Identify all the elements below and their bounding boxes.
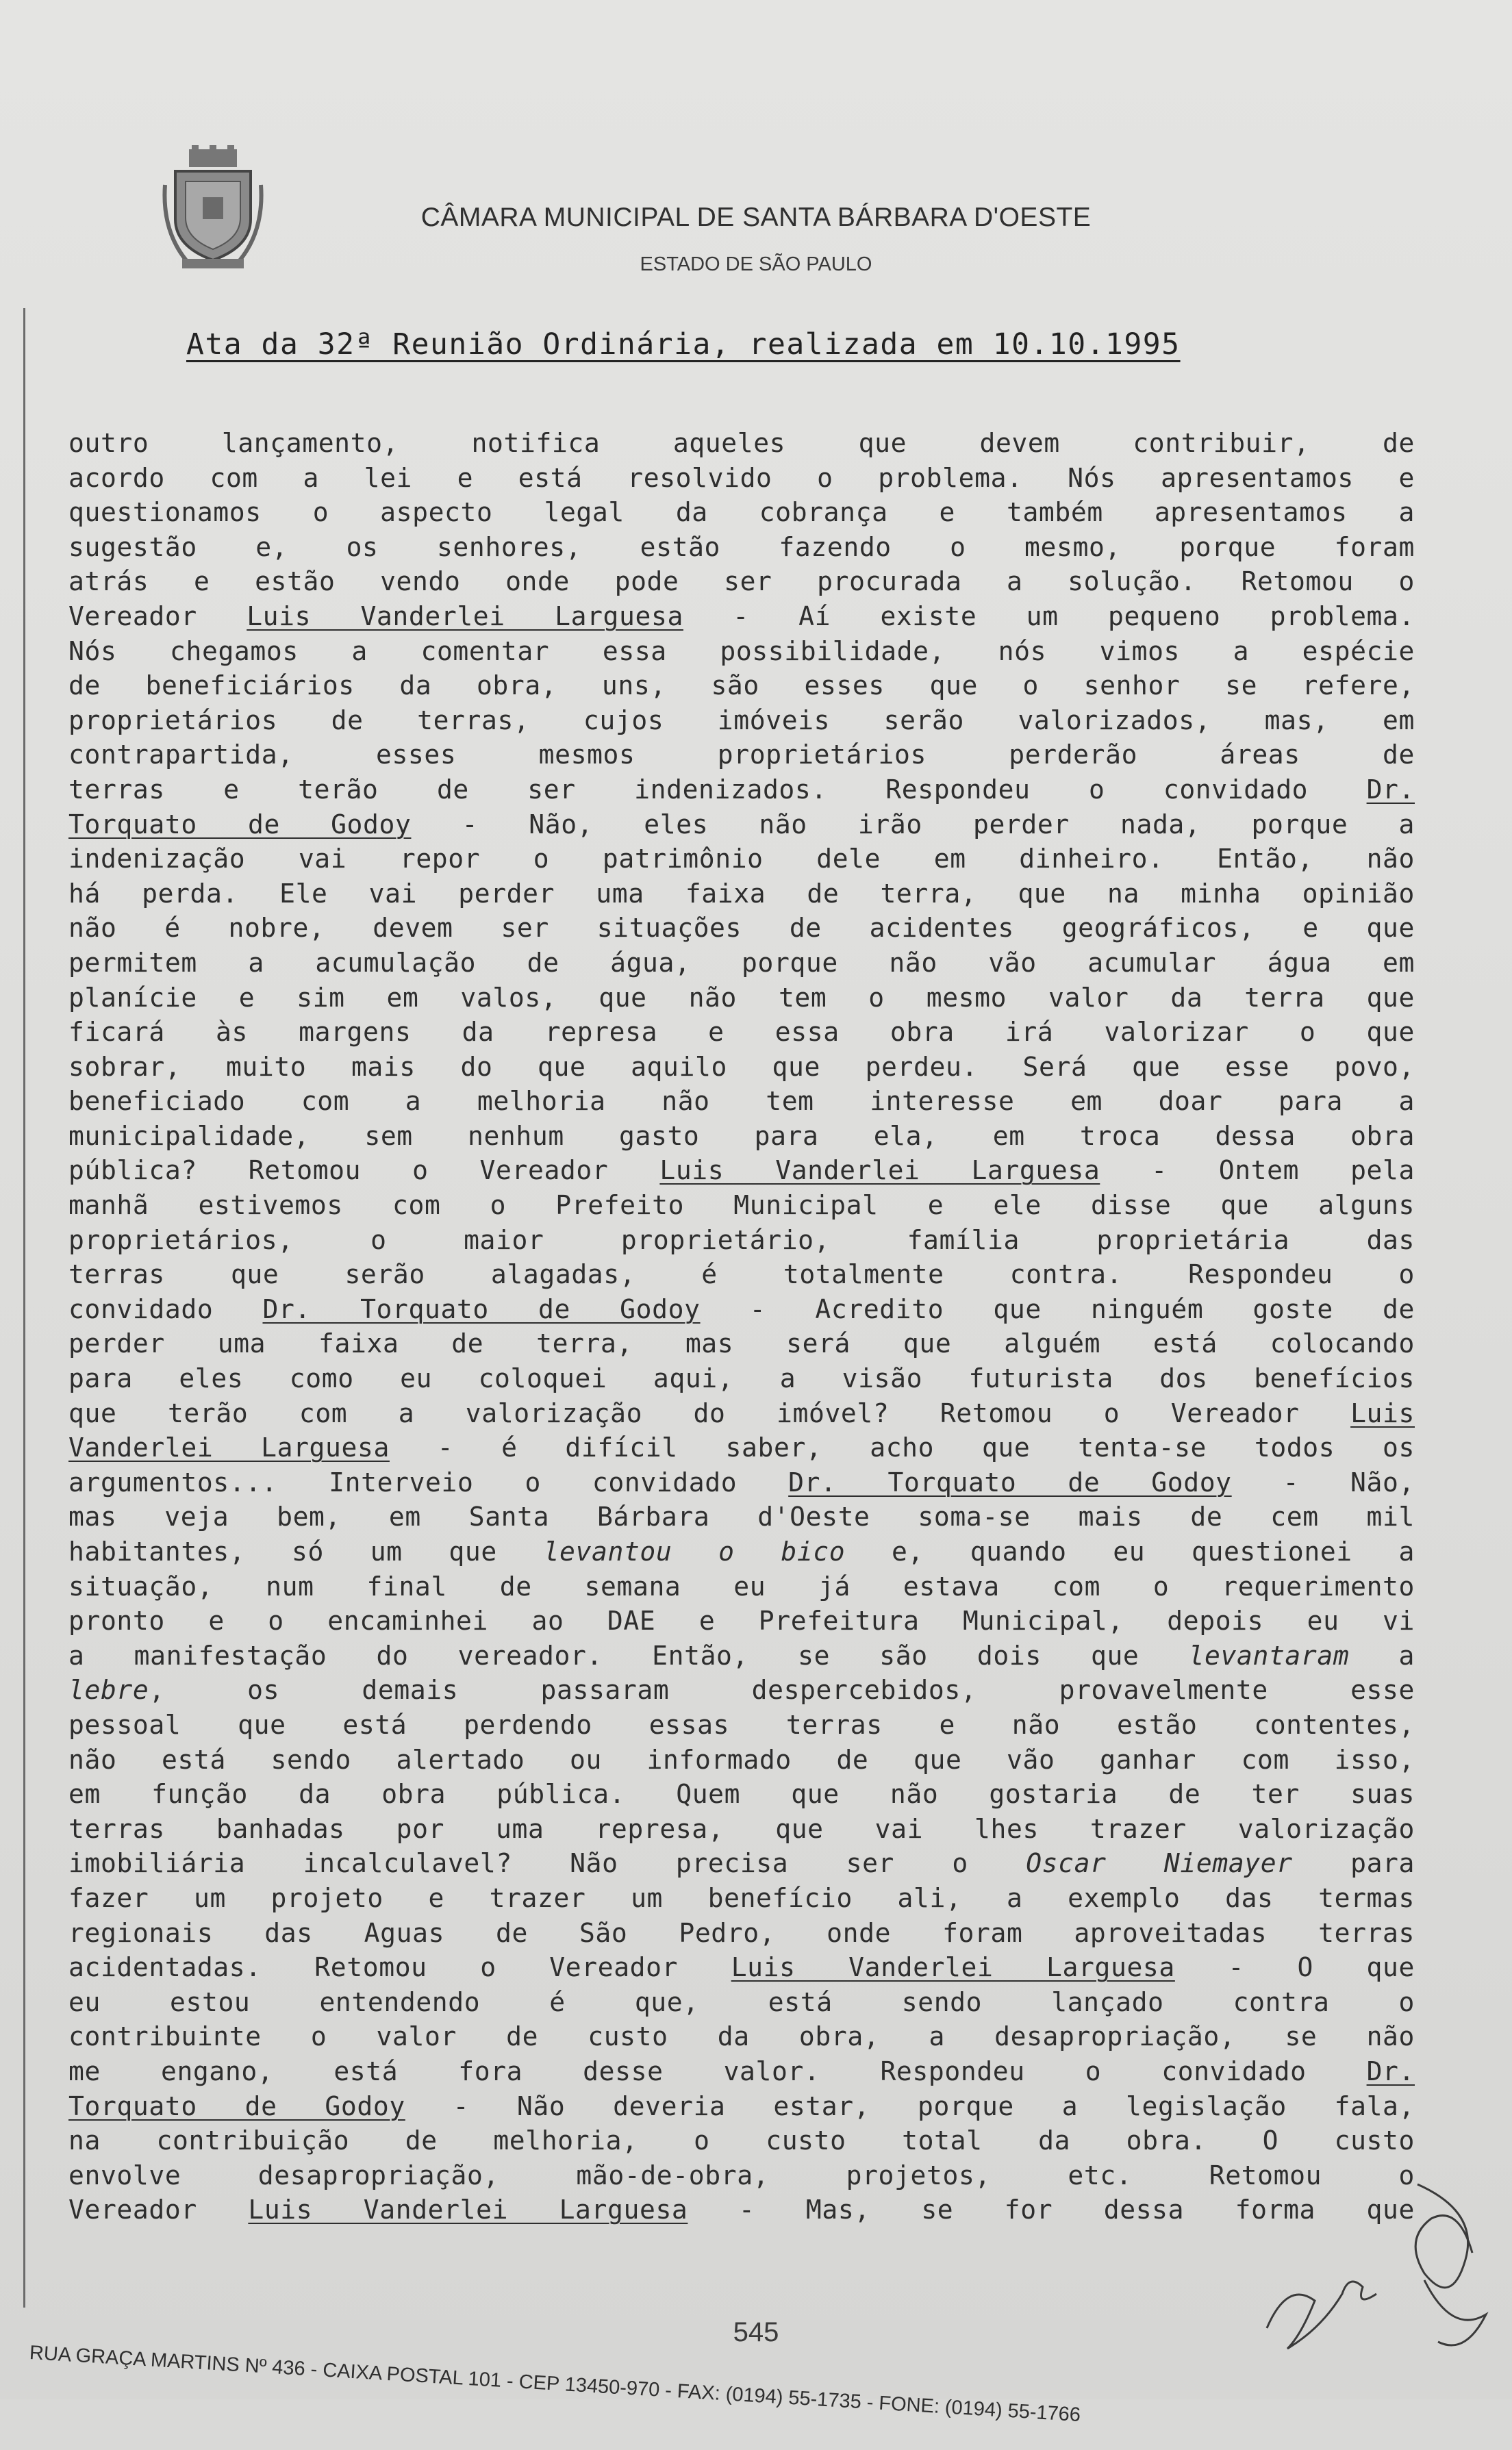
text-segment: não está sendo alertado ou informado de que vão ganhar com isso, [68,1744,1415,1775]
text-segment: pública? Retomou o Vereador [68,1155,660,1186]
text-segment: - Não, [1231,1467,1415,1498]
text-segment: - Não deveria estar, porque a legislação fala, [405,2091,1415,2121]
text-segment: beneficiado com a melhoria não tem interesse em doar para a [68,1086,1415,1117]
text-line [68,1639,1415,1674]
text-segment: manhã estivemos com o Prefeito Municipal e ele disse que alguns [68,1190,1415,1221]
text-segment: - é difícil saber, acho que tenta-se todos os [389,1432,1415,1463]
text-line [68,1326,1415,1361]
text-segment: convidado [68,1293,263,1324]
text-line [68,2019,1415,2054]
underlined-name: Dr. Torquato de Godoy [262,1293,701,1324]
text-line [68,530,1415,565]
text-line [68,634,1415,669]
underlined-name: Luis Vanderlei Larguesa [659,1155,1100,1186]
text-line [68,1500,1415,1535]
text-segment: outro lançamento, notifica aqueles que devem contribuir, de [68,428,1415,458]
underlined-name: Dr. [1366,2056,1415,2086]
underlined-name: Torquato de Godoy [68,809,412,839]
text-segment: Nós chegamos a comentar essa possibilidade, nós vimos a espécie [68,635,1415,666]
text-line [68,1673,1415,1708]
underlined-name: Luis Vanderlei Larguesa [731,1952,1175,1983]
text-line [68,876,1415,911]
text-segment: , os demais passaram despercebidos, provavelmente esse [149,1675,1415,1706]
text-segment: habitantes, só um que [68,1537,544,1567]
text-segment: mas veja bem, em Santa Bárbara d'Oeste soma-se mais de cem mil [68,1502,1415,1532]
text-segment: argumentos... Interveio o convidado [68,1467,789,1498]
text-segment: situação, num final de semana eu já estava com o requerimento [68,1571,1415,1602]
text-segment: e, quando eu questionei a [845,1537,1415,1567]
text-line [68,911,1415,946]
text-segment: - Ontem pela [1100,1155,1415,1186]
text-segment: sugestão e, os senhores, estão fazendo o mesmo, porque foram [68,531,1415,562]
text-segment: me engano, está fora desse valor. Respondeu o convidado [68,2056,1367,2086]
text-segment: atrás e estão vendo onde pode ser procurada a solução. Retomou o [68,566,1415,597]
text-line [68,2193,1415,2227]
text-segment: a [1349,1640,1415,1671]
text-segment: regionais das Aguas de São Pedro, onde foram aproveitadas terras [68,1917,1415,1948]
text-segment: indenização vai repor o patrimônio dele em dinheiro. Então, não [68,844,1415,874]
text-segment: pessoal que está perdendo essas terras e não estão contentes, [68,1709,1415,1740]
underlined-name: Dr. Torquato de Godoy [788,1467,1232,1498]
text-line [68,2054,1415,2089]
text-line [68,946,1415,981]
text-segment: de beneficiários da obra, uns, são esses que o senhor se refere, [68,670,1415,701]
text-line [68,1361,1415,1396]
text-line [68,1084,1415,1119]
text-segment: perder uma faixa de terra, mas será que alguém está colocando [68,1328,1415,1359]
text-segment: - O que [1174,1952,1415,1983]
text-segment: há perda. Ele vai perder uma faixa de terra, que na minha opinião [68,878,1415,909]
text-line [68,426,1415,461]
underlined-name: Luis Vanderlei Larguesa [248,2195,688,2225]
text-segment: que terão com a valorização do imóvel? Retomou o Vereador [68,1398,1351,1428]
text-segment: - Não, eles não irão perder nada, porque a [411,809,1415,839]
text-line [68,981,1415,1015]
text-line [68,2158,1415,2193]
text-line [68,1743,1415,1778]
text-line [68,1015,1415,1050]
text-segment: não é nobre, devem ser situações de acidentes geográficos, e que [68,913,1415,944]
text-line [68,737,1415,772]
text-line [68,2123,1415,2158]
text-line [68,1846,1415,1881]
text-line [68,1292,1415,1327]
text-line [68,1396,1415,1431]
text-segment: terras que serão alagadas, é totalmente contra. Respondeu o [68,1259,1415,1290]
text-line [68,842,1415,876]
text-segment: para [1292,1848,1415,1879]
text-segment: - Mas, se for dessa forma que [688,2195,1415,2225]
text-segment: planície e sim em valos, que não tem o mesmo valor da terra que [68,982,1415,1013]
text-segment: questionamos o aspecto legal da cobrança e também apresentamos a [68,497,1415,528]
underlined-name: Luis Vanderlei Larguesa [247,601,683,631]
italic-phrase: lebre [68,1675,149,1706]
underlined-name: Vanderlei Larguesa [68,1432,390,1463]
text-line [68,1777,1415,1812]
text-line [68,1465,1415,1500]
text-segment: imobiliária incalculavel? Não precisa ser o [68,1848,1026,1879]
footer-address: RUA GRAÇA MARTINS Nº 436 - CAIXA POSTAL 101 - CEP 13450-970 - FAX: (0194) 55-1735 - FONE: (0194) 55-1766 [29,2342,1081,2427]
text-segment: proprietários de terras, cujos imóveis serão valorizados, mas, em [68,705,1415,735]
text-segment: eu estou entendendo é que, está sendo lançado contra o [68,1986,1415,2017]
text-line [68,599,1415,634]
text-segment: contrapartida, esses mesmos proprietários perderão áreas de [68,740,1415,770]
underlined-name: Luis [1350,1398,1415,1428]
margin-rule [23,308,25,2308]
text-segment: na contribuição de melhoria, o custo total da obra. O custo [68,2125,1415,2156]
text-line [68,1153,1415,1188]
italic-phrase: levantaram [1188,1640,1350,1671]
text-line [68,1708,1415,1743]
text-segment: - Acredito que ninguém goste de [700,1293,1415,1324]
minutes-title: Ata da 32ª Reunião Ordinária, realizada em 10.10.1995 [186,327,1181,362]
text-segment: pronto e o encaminhei ao DAE e Prefeitura Municipal, depois eu vi [68,1606,1415,1637]
text-line [68,1916,1415,1951]
text-segment: contribuinte o valor de custo da obra, a desapropriação, se não [68,2021,1415,2052]
text-line [68,1188,1415,1223]
handwritten-signature [1260,2157,1493,2362]
text-segment: para eles como eu coloquei aqui, a visão futurista dos benefícios [68,1363,1415,1394]
text-line [68,495,1415,530]
text-segment: em função da obra pública. Quem que não gostaria de ter suas [68,1779,1415,1810]
italic-phrase: levantou o bico [543,1537,846,1567]
text-line [68,807,1415,842]
text-line [68,772,1415,807]
minutes-body [68,426,1415,2227]
text-segment: terras banhadas por uma represa, que vai lhes trazer valorização [68,1813,1415,1844]
text-line [68,1535,1415,1569]
italic-phrase: Oscar Niemayer [1026,1848,1293,1879]
text-segment: ficará às margens da represa e essa obra irá valorizar o que [68,1017,1415,1048]
underlined-name: Dr. [1366,774,1415,805]
text-line [68,1950,1415,1985]
text-line [68,1985,1415,2020]
underlined-name: Torquato de Godoy [68,2091,405,2121]
text-segment: terras e terão de ser indenizados. Respondeu o convidado [68,774,1367,805]
text-segment: sobrar, muito mais do que aquilo que perdeu. Será que esse povo, [68,1051,1415,1082]
text-line [68,1223,1415,1258]
text-segment: - Aí existe um pequeno problema. [683,601,1415,631]
text-segment: Vereador [68,2195,249,2225]
text-line [68,2089,1415,2124]
text-segment: fazer um projeto e trazer um benefício ali, a exemplo das termas [68,1882,1415,1913]
text-line [68,1881,1415,1916]
text-line [68,1050,1415,1085]
text-line [68,1569,1415,1604]
page-number: 545 [733,2317,779,2347]
text-line [68,668,1415,703]
text-segment: municipalidade, sem nenhum gasto para ela, em troca dessa obra [68,1120,1415,1151]
text-line [68,1257,1415,1292]
text-line [68,1812,1415,1847]
header-subtitle: ESTADO DE SÃO PAULO [640,253,872,275]
text-line [68,1604,1415,1639]
text-segment: acordo com a lei e está resolvido o problema. Nós apresentamos e [68,462,1415,493]
text-segment: envolve desapropriação, mão-de-obra, projetos, etc. Retomou o [68,2160,1415,2190]
text-segment: Vereador [68,601,247,631]
text-line [68,1430,1415,1465]
text-segment: permitem a acumulação de água, porque não vão acumular água em [68,947,1415,978]
header-title: CÂMARA MUNICIPAL DE SANTA BÁRBARA D'OESTE [420,203,1092,232]
text-segment: a manifestação do vereador. Então, se são dois que [68,1640,1189,1671]
text-line [68,1119,1415,1154]
text-segment: acidentadas. Retomou o Vereador [68,1952,731,1983]
text-segment: proprietários, o maior proprietário, família proprietária das [68,1224,1415,1255]
text-line [68,703,1415,738]
text-line [68,564,1415,599]
text-line [68,461,1415,496]
